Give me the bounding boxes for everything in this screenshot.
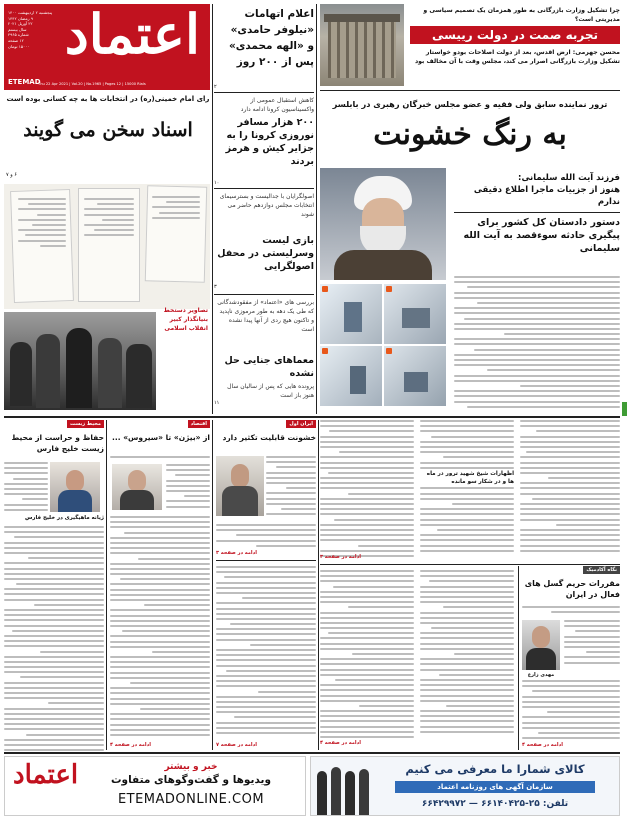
- main-headline: به رنگ خشونت: [373, 117, 567, 152]
- story3-kicker: اصولگرایان با جدالیست و بسترسیمای انتخابات مجلس دوازدهم حاضر می شوند: [219, 193, 314, 218]
- cleric-portrait: [320, 168, 446, 280]
- col4-continue: ادامه در صفحه ۷: [216, 742, 257, 748]
- col1-author-photo: [50, 462, 100, 512]
- col3-author-photo: [216, 456, 264, 516]
- analysis-continue: ادامه در صفحه ۴: [522, 742, 563, 748]
- cctv-frames: [320, 284, 446, 408]
- col1-tag: محیط زیست: [67, 420, 104, 428]
- top-mid-column: اعلام اتهامات «نیلوفر حامدی» و «الهه محمدی» پس از ۲۰۰ روز ۲ کاهش استقبال عمومی از واکسیناسیون کرونا ادامه دارد ۲۰۰ هزار مسافر نوروزی کرونا را به جزایر کیش و هرمز بردند ۱۰ اصولگرایان با جدالیست و بسترسیمای انتخابات مجلس دوازدهم حاضر می شوند بازی لیست وسرلیستی در محفل اصولگرایی ۳ بررسی های «اعتماد» از مفقودشدگانی که طی یک دهه به طور مرموزی ناپدید و تاکنون هیچ ردی از آنها پیدا نشده است معماهای جنایی حل نشده پرونده هایی که پس از سالیان سال هنوز باز است ۱۱: [214, 8, 314, 406]
- ad-classified-title: کالای شمارا ما معرفی می کنیم: [405, 762, 585, 776]
- edge-marker: [622, 402, 627, 416]
- analysis-headline: مقررات حریم گسل های فعال در ایران: [524, 579, 620, 599]
- archive-story: رای امام خمینی(ره) در انتخابات ها به چه کسانی بوده است اسناد سخن می گویند ۶ و ۷ تصاویر دستخط بنیانگذار کبیر انقلاب اسلامی: [4, 92, 210, 412]
- story3-headline: بازی لیست وسرلیستی در محفل اصولگرایی: [217, 235, 314, 272]
- cctv-frame-3: [320, 346, 382, 406]
- ad-url[interactable]: ETEMADONLINE.COM: [117, 792, 265, 807]
- cctv-frame-4: [384, 346, 446, 406]
- historic-crowd-photo: [4, 312, 156, 410]
- ad-slogan: خبر و بیشتر: [164, 762, 218, 772]
- main-story: [320, 94, 620, 414]
- masthead-latin: ETEMAD: [8, 78, 41, 86]
- top-right-headline: تجربه صمت در دولت رییسی: [410, 26, 620, 44]
- main-continue-ref: ادامه در صفحه ۳: [320, 554, 361, 560]
- col3-tag: ایران اول: [286, 420, 316, 428]
- main-continuation: [320, 404, 620, 564]
- cctv-frame-2: [384, 284, 446, 344]
- analysis-column: [522, 566, 620, 750]
- main-sidebar: [450, 168, 620, 408]
- col3-continue: ادامه در صفحه ۳: [216, 550, 257, 556]
- top-right-deck: محسن جهرمی: ارض اقدس، بعد از دولت اصلاحات بودو خواستار تشکیل وزارت بازرگانی اصرار می کند، مجلس وقت با آن مخالف بود: [414, 49, 620, 65]
- col2-tag: اقتصاد: [188, 420, 210, 428]
- col-iran: [216, 420, 316, 750]
- top-mid-ref: ۲: [214, 84, 217, 90]
- top-right-block: [320, 4, 620, 86]
- sidebar-headline: دستور دادستان کل کشور برای پیگیری حادثه سوءقصد به آیت الله سلیمانی: [463, 217, 620, 254]
- col3-headline: خشونت قابلیت تکثیر دارد: [222, 433, 316, 442]
- ad-subline: ویدیوها و گفت‌وگوهای متفاوت: [111, 774, 271, 786]
- top-right-kicker: چرا تشکیل وزارت بازرگانی به طور همزمان یک تصمیم سیاسی و مدیریتی است؟: [423, 7, 620, 23]
- story2-kicker: کاهش استقبال عمومی از واکسیناسیون کرونا ادامه دارد: [240, 97, 314, 113]
- story2-headline: ۲۰۰ هزار مسافر نوروزی کرونا را به جزایر کیش و هرمز بردند: [225, 117, 314, 167]
- ad-classified-phones[interactable]: تلفن: ۲۵-۶۶۱۴۰۴۲۵ — ۶۶۴۲۹۹۷۲: [421, 799, 569, 809]
- col1-headline: حفاظ و حراست از محیط زیست خلیج فارس: [11, 433, 104, 453]
- col2-headline: از «بیژن» تا «سیروس» ...: [112, 433, 210, 442]
- masthead-issue-info: پنجشنبه ۲ اردیبهشت ۱۴۰۰ ۹ رمضان ۱۴۴۲ ۲۲ آوریل ۲۰۲۱ سال بیستم شماره ۴۹۶۵ ۱۲ صفحه ۱۵۰۰۰ تومان: [8, 10, 53, 49]
- col1-sub: ژیانه ماهیگیری در خلیج فارس: [24, 515, 104, 521]
- top-mid-headline: اعلام اتهامات «نیلوفر حامدی» و «الهه محمدی» پس از ۲۰۰ روز: [228, 8, 314, 68]
- sub-report: اظهارات شیخ شهید ترور در ماه ها و در شکار سو مانده: [420, 470, 514, 486]
- ad-etemadonline[interactable]: [4, 756, 306, 816]
- ad-classified[interactable]: [310, 756, 620, 816]
- ad-people-silhouettes: [311, 757, 371, 817]
- ad-logo: اعتماد: [13, 760, 79, 790]
- lower-right-text: [320, 566, 516, 750]
- ad-classified-sub: سازمان آگهی های روزنامه اعتماد: [395, 781, 595, 793]
- story4-headline: معماهای جنایی حل نشده: [224, 355, 314, 379]
- col5-continue: ادامه در صفحه ۴: [320, 740, 361, 746]
- archive-kicker: رای امام خمینی(ره) در انتخابات ها به چه کسانی بوده است: [6, 95, 210, 103]
- story4-sub: پرونده هایی که پس از سالیان سال هنوز باز است: [227, 383, 314, 399]
- main-kicker: ترور نماینده سابق ولی فقیه و عضو مجلس خبرگان رهبری در بابلسر: [332, 99, 608, 109]
- col-environment: [4, 420, 104, 750]
- col-economy: [110, 420, 210, 750]
- masthead-dateline: Thu 22 Apr 2021 | Vol.20 | No.1965 | Pages 12 | 15000 Rials: [38, 82, 146, 86]
- masthead: [4, 4, 210, 90]
- analysis-author: مهدی زارع: [527, 672, 555, 678]
- sidebar-quote: هنوز از جزییات ماجرا اطلاع دقیقی ندارم: [473, 185, 620, 207]
- building-photo: [320, 4, 404, 86]
- col2-author-photo: [112, 464, 162, 510]
- masthead-logo: اعتماد: [64, 2, 200, 66]
- archive-headline: اسناد سخن می گویند: [23, 119, 193, 141]
- analysis-tag: نگاه آکادمیک: [583, 566, 620, 574]
- sidebar-kicker: فرزند آیت الله سلیمانی:: [518, 173, 620, 183]
- story4-kicker: بررسی های «اعتماد» از مفقودشدگانی که طی یک دهه به طور مرموزی ناپدید و تاکنون هیچ ردی از آنها پیدا نشده است: [217, 299, 314, 333]
- documents-caption: تصاویر دستخط بنیانگذار کبیر انقلاب اسلامی: [163, 307, 208, 332]
- cctv-frame-1: [320, 284, 382, 344]
- document-scans: [4, 184, 210, 332]
- analysis-author-photo: [522, 620, 560, 670]
- col2-continue: ادامه در صفحه ۴: [110, 742, 151, 748]
